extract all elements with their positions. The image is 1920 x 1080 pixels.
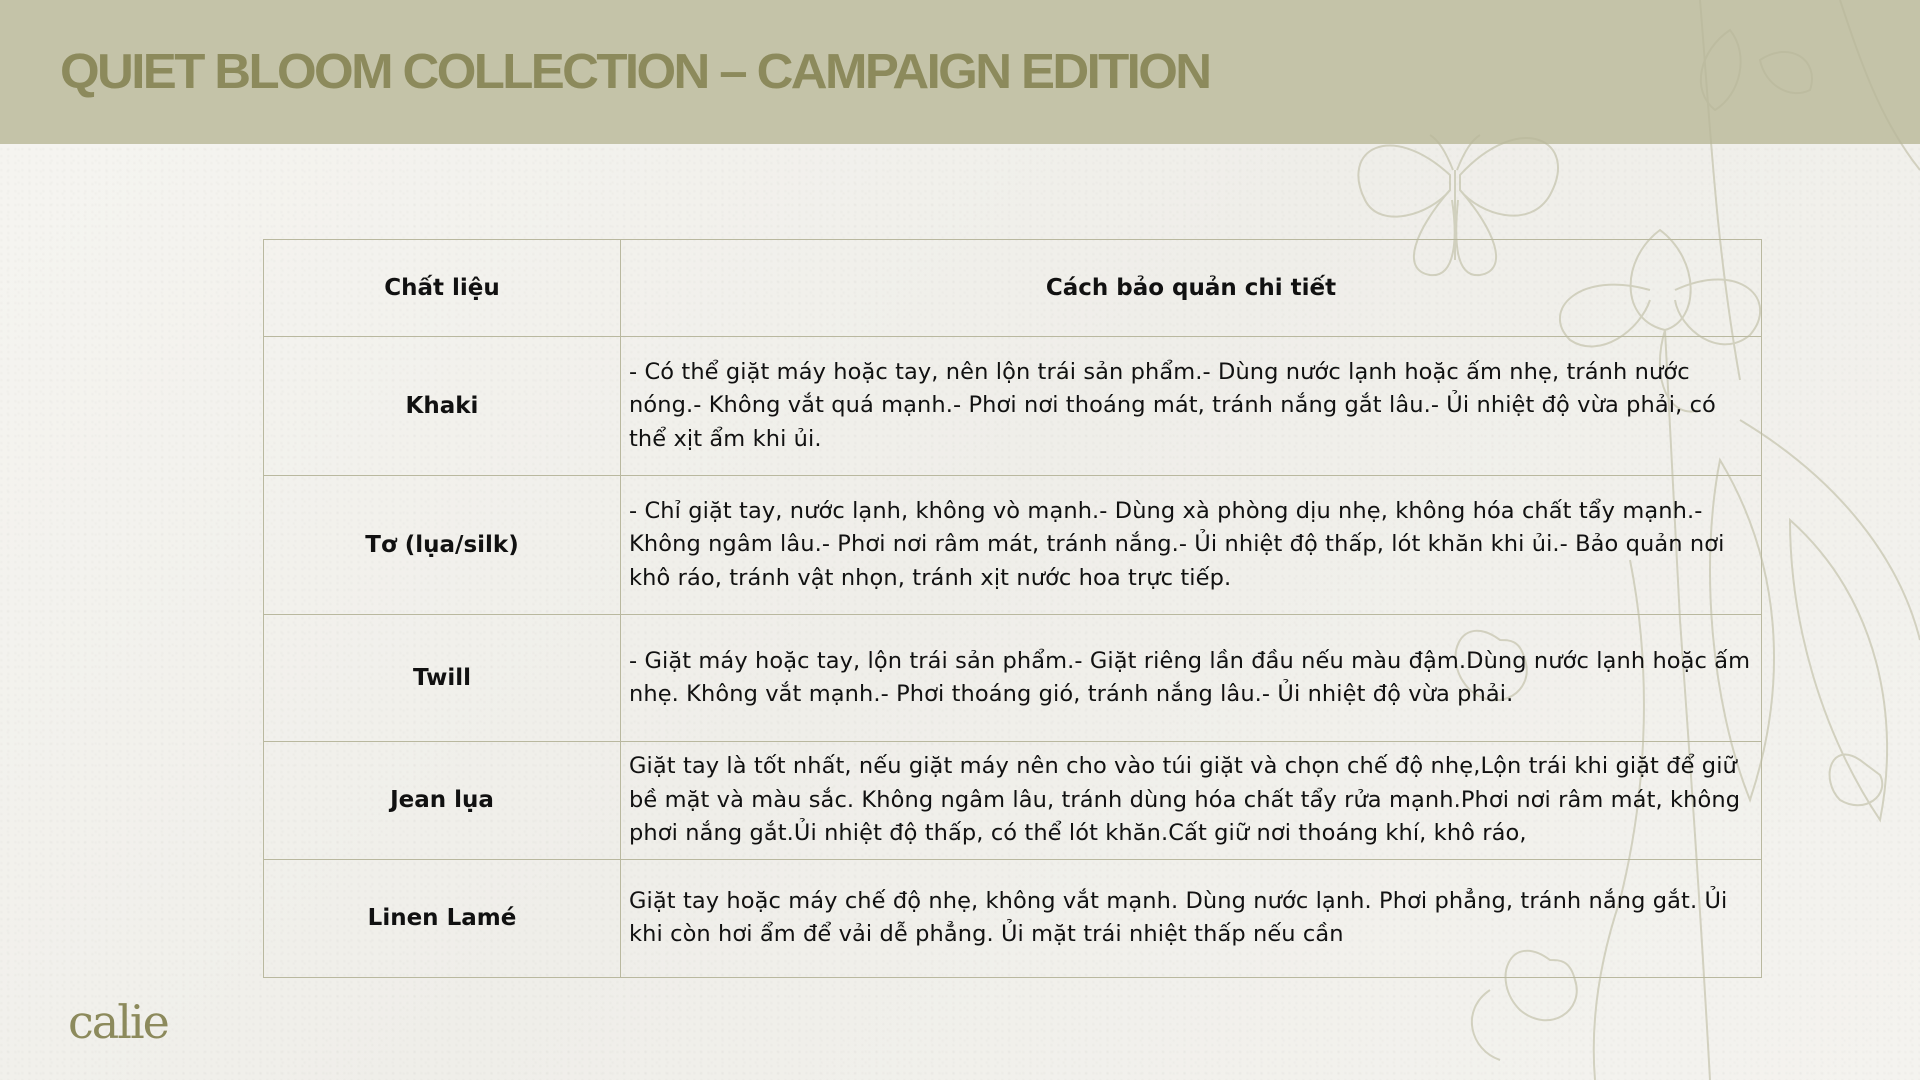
- care-instructions-table: [263, 239, 1762, 978]
- material-cell: Khaki: [264, 337, 621, 476]
- material-cell: Jean lụa: [264, 742, 621, 860]
- header-material: Chất liệu: [264, 240, 621, 337]
- table-row: [264, 337, 1762, 476]
- material-cell: Tơ (lụa/silk): [264, 476, 621, 615]
- material-cell: Twill: [264, 615, 621, 742]
- table-row: [264, 859, 1762, 977]
- header-care-details: Cách bảo quản chi tiết: [621, 240, 1762, 337]
- page-title: QUIET BLOOM COLLECTION – CAMPAIGN EDITION: [60, 45, 1210, 99]
- table-header-row: [264, 240, 1762, 337]
- care-cell: - Có thể giặt máy hoặc tay, nên lộn trái sản phẩm.- Dùng nước lạnh hoặc ấm nhẹ, tránh nước nóng.- Không vắt quá mạnh.- Phơi nơi thoáng mát, tránh nắng gắt lâu.- Ủi nhiệt độ vừa phải, có thể xịt ẩm khi ủi.: [621, 337, 1762, 476]
- material-cell: Linen Lamé: [264, 859, 621, 977]
- table-row: [264, 742, 1762, 860]
- care-cell: Giặt tay là tốt nhất, nếu giặt máy nên cho vào túi giặt và chọn chế độ nhẹ,Lộn trái khi giặt để giữ bề mặt và màu sắc. Không ngâm lâu, tránh dùng hóa chất tẩy rửa mạnh.Phơi nơi râm mát, không phơi nắng gắt.Ủi nhiệt độ thấp, có thể lót khăn.Cất giữ nơi thoáng khí, khô ráo,: [621, 742, 1762, 860]
- care-cell: Giặt tay hoặc máy chế độ nhẹ, không vắt mạnh. Dùng nước lạnh. Phơi phẳng, tránh nắng gắt. Ủi khi còn hơi ẩm để vải dễ phẳng. Ủi mặt trái nhiệt thấp nếu cần: [621, 859, 1762, 977]
- brand-logo: calie: [68, 995, 168, 1049]
- care-cell: - Chỉ giặt tay, nước lạnh, không vò mạnh.- Dùng xà phòng dịu nhẹ, không hóa chất tẩy mạnh.- Không ngâm lâu.- Phơi nơi râm mát, tránh nắng.- Ủi nhiệt độ thấp, lót khăn khi ủi.- Bảo quản nơi khô ráo, tránh vật nhọn, tránh xịt nước hoa trực tiếp.: [621, 476, 1762, 615]
- table-row: [264, 615, 1762, 742]
- table-row: [264, 476, 1762, 615]
- care-cell: - Giặt máy hoặc tay, lộn trái sản phẩm.- Giặt riêng lần đầu nếu màu đậm.Dùng nước lạnh hoặc ấm nhẹ. Không vắt mạnh.- Phơi thoáng gió, tránh nắng lâu.- Ủi nhiệt độ vừa phải.: [621, 615, 1762, 742]
